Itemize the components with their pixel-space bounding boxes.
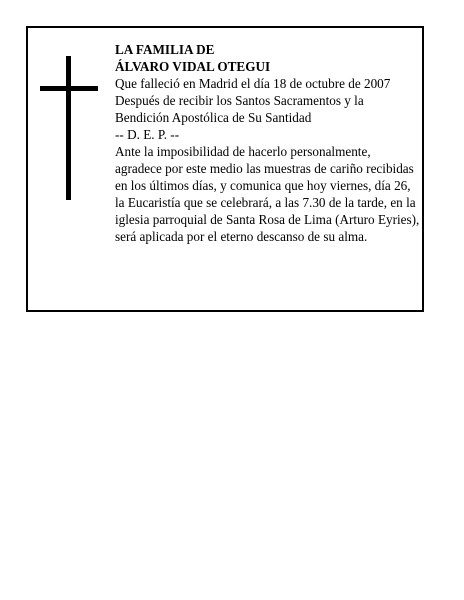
cross-horizontal-bar [40, 86, 98, 91]
notice-text [115, 41, 420, 245]
cross-vertical-bar [66, 56, 71, 200]
rest-in-peace-line: -- D. E. P. -- [115, 127, 180, 142]
message-paragraph: Ante la imposibilidad de hacerlo personalmente, agradece por este medio las muestras de cariño recibidas en los últimos días, y comunica que hoy viernes, día 26, la Eucaristía que se celebrará, a las 7.30 de la tarde, en la iglesia parroquial de Santa Rosa de Lima (Arturo Eyries), será aplicada por el eterno descanso de su alma. [115, 144, 420, 244]
obituary-notice [26, 26, 424, 312]
sacraments-line-2: Bendición Apostólica de Su Santidad [115, 110, 312, 125]
death-date-line: Que falleció en Madrid el día 18 de octubre de 2007 [115, 76, 391, 91]
sacraments-line-1: Después de recibir los Santos Sacramentos y la [115, 93, 364, 108]
deceased-name: ÁLVARO VIDAL OTEGUI [115, 59, 271, 74]
cross-icon [40, 56, 98, 200]
family-heading: LA FAMILIA DE [115, 42, 215, 57]
